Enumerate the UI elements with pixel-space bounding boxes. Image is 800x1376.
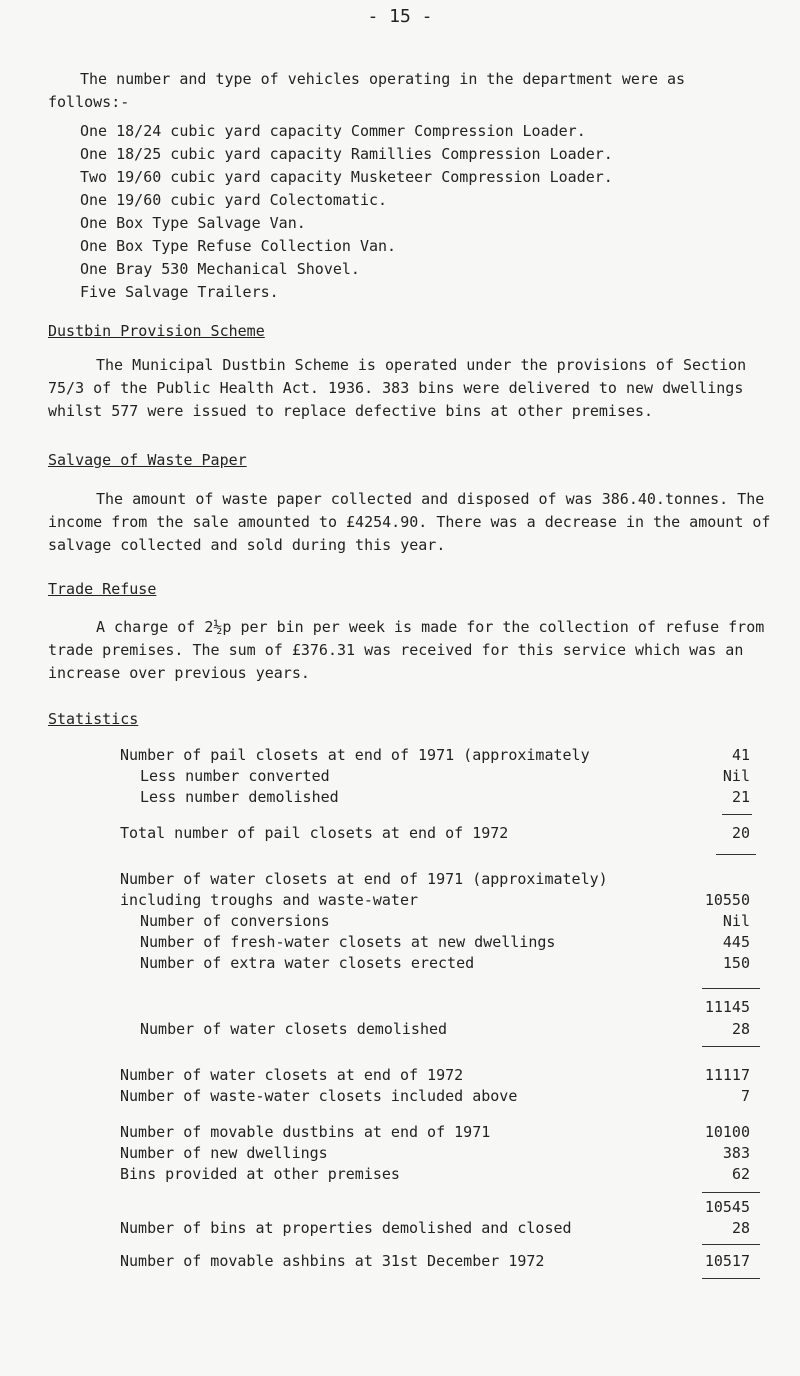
page-number: - 15 -	[367, 6, 433, 27]
stat-label: Number of fresh-water closets at new dwellings	[140, 933, 556, 951]
stat-label: Number of movable ashbins at 31st December 1972	[120, 1252, 545, 1270]
salvage-heading: Salvage of Waste Paper	[48, 451, 247, 469]
stat-label: Number of new dwellings	[120, 1144, 328, 1162]
trade-paragraph: A charge of 2½p per bin per week is made for the collection of refuse from trade premises. The sum of £376.31 was received for this service which was an increase over previous years.	[48, 618, 765, 682]
stat-value: 383	[722, 1144, 750, 1162]
stat-value: Nil	[722, 912, 750, 930]
vehicle-item: One 19/60 cubic yard Colectomatic.	[80, 191, 388, 209]
stat-value: 7	[740, 1087, 750, 1105]
stat-label: Bins provided at other premises	[120, 1165, 400, 1183]
trade-heading: Trade Refuse	[48, 580, 157, 598]
stat-label: Number of waste-water closets included above	[120, 1087, 518, 1105]
stat-label: Number of conversions	[140, 912, 330, 930]
stat-value: 41	[731, 746, 750, 764]
stat-label: Number of water closets demolished	[140, 1020, 448, 1038]
stat-value: 445	[722, 933, 750, 951]
subtotal-rule	[722, 814, 752, 815]
stat-value: 28	[731, 1020, 750, 1038]
dustbin-paragraph: The Municipal Dustbin Scheme is operated under the provisions of Section 75/3 of the Public Health Act. 1936. 383 bins were delivered to new dwellings whilst 577 were issued to replace defective bins at other premises.	[48, 356, 747, 420]
stat-value: 10100	[704, 1123, 750, 1141]
stat-value: 150	[722, 954, 750, 972]
stat-label: Number of movable dustbins at end of 1971	[120, 1123, 491, 1141]
stat-label: Less number demolished	[140, 788, 339, 806]
intro-paragraph: The number and type of vehicles operating in the department were as follows:-	[48, 70, 686, 111]
stat-label: including troughs and waste-water	[120, 891, 419, 909]
statistics-heading: Statistics	[48, 710, 139, 728]
subtotal-rule	[702, 1192, 760, 1193]
subtotal-rule	[702, 988, 760, 989]
stat-value: 10550	[704, 891, 750, 909]
stat-value: 11117	[704, 1066, 750, 1084]
stat-label: Total number of pail closets at end of 1972	[120, 824, 509, 842]
stat-subtotal: 10545	[704, 1198, 750, 1216]
vehicle-item: One 18/24 cubic yard capacity Commer Compression Loader.	[80, 122, 586, 140]
vehicle-item: Two 19/60 cubic yard capacity Musketeer Compression Loader.	[80, 168, 613, 186]
stat-label: Number of pail closets at end of 1971 (approximately	[120, 746, 590, 764]
stat-label: Number of extra water closets erected	[140, 954, 475, 972]
vehicle-item: One Box Type Salvage Van.	[80, 214, 306, 232]
total-rule	[716, 854, 756, 855]
stat-value: 20	[731, 824, 750, 842]
vehicle-list	[80, 120, 613, 304]
salvage-paragraph: The amount of waste paper collected and disposed of was 386.40.tonnes. The income from the sale amounted to £4254.90. There was a decrease in the amount of salvage collected and sold during this year.	[48, 490, 771, 554]
stat-subtotal: 11145	[704, 998, 750, 1016]
vehicle-item: One Bray 530 Mechanical Shovel.	[80, 260, 360, 278]
stat-label: Number of water closets at end of 1971 (approximately)	[120, 870, 608, 888]
vehicle-item: One Box Type Refuse Collection Van.	[80, 237, 397, 255]
stat-value: 21	[731, 788, 750, 806]
stat-value: 28	[731, 1219, 750, 1237]
total-rule	[702, 1278, 760, 1279]
stat-label: Number of bins at properties demolished and closed	[120, 1219, 572, 1237]
total-rule	[702, 1046, 760, 1047]
stat-value: 10517	[704, 1252, 750, 1270]
vehicle-item: One 18/25 cubic yard capacity Ramillies Compression Loader.	[80, 145, 613, 163]
dustbin-heading: Dustbin Provision Scheme	[48, 322, 265, 340]
vehicle-item: Five Salvage Trailers.	[80, 283, 279, 301]
stat-value: Nil	[722, 767, 750, 785]
stat-label: Less number converted	[140, 767, 330, 785]
stat-value: 62	[731, 1165, 750, 1183]
subtotal-rule	[702, 1244, 760, 1245]
stat-label: Number of water closets at end of 1972	[120, 1066, 464, 1084]
